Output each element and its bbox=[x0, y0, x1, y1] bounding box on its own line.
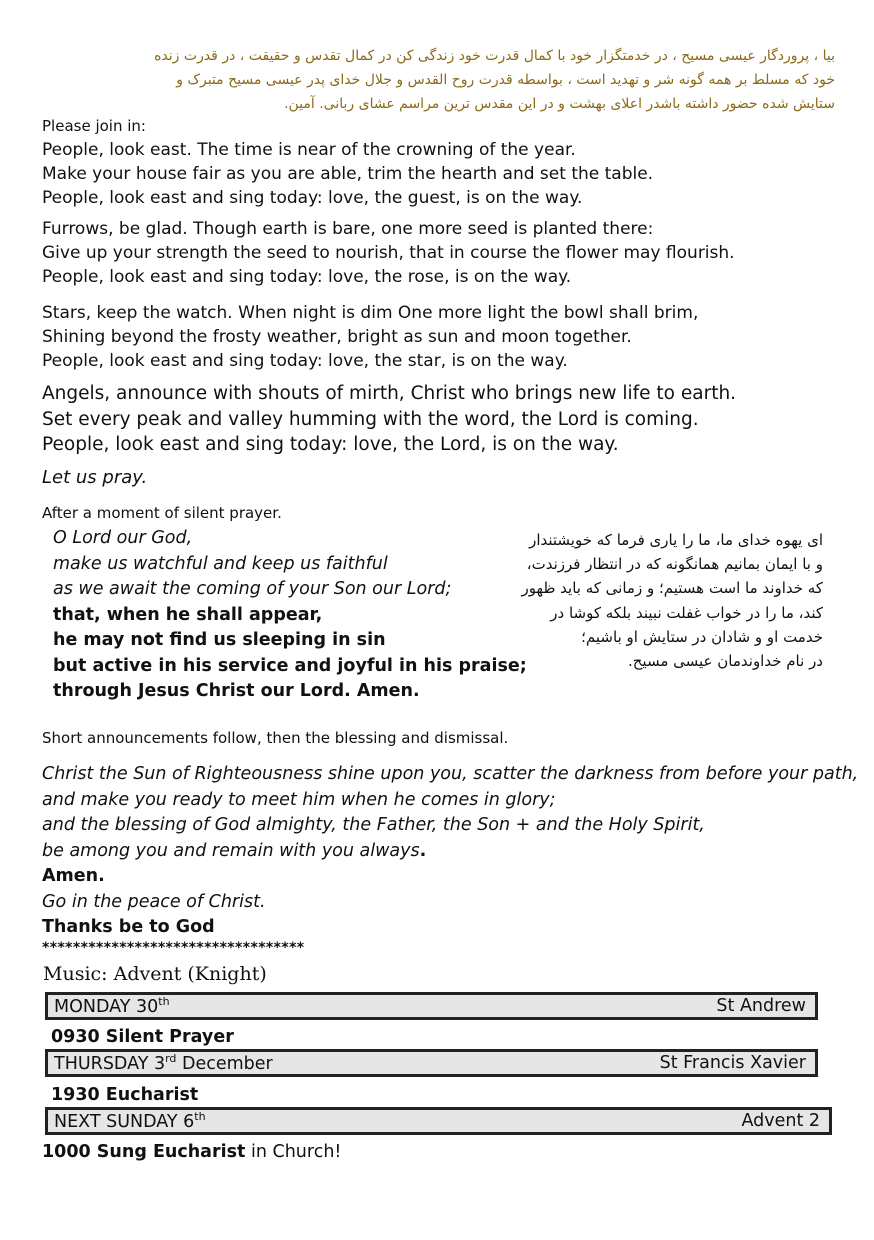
music-credit: Music: Advent (Knight) bbox=[43, 963, 267, 985]
hymn-line: Make your house fair as you are able, trim the hearth and set the table. bbox=[42, 164, 654, 184]
dismissal-response: Thanks be to God bbox=[42, 917, 215, 937]
hymn-verse-2 bbox=[42, 217, 735, 289]
farsi-opening-prayer bbox=[40, 44, 835, 116]
feast-label: St Francis Xavier bbox=[659, 1053, 806, 1073]
day-label: NEXT SUNDAY 6th bbox=[54, 1110, 206, 1132]
blessing-line-last bbox=[42, 839, 858, 865]
feast-label: St Andrew bbox=[716, 996, 806, 1016]
hymn-line: People, look east and sing today: love, the guest, is on the way. bbox=[42, 188, 583, 208]
please-join-label: Please join in: bbox=[42, 117, 146, 135]
blessing-period: . bbox=[419, 840, 427, 861]
collect-line: he may not find us sleeping in sin bbox=[53, 630, 386, 650]
event-sunday: 1000 Sung Eucharist in Church! bbox=[42, 1142, 342, 1162]
hymn-line: Stars, keep the watch. When night is dim One more light the bowl shall brim, bbox=[42, 303, 699, 323]
let-us-pray: Let us pray. bbox=[42, 467, 148, 488]
blessing-line: Christ the Sun of Righteousness shine upon you, scatter the darkness from before your path, bbox=[42, 764, 859, 784]
schedule-row-monday bbox=[45, 992, 818, 1020]
collect-farsi-line: کند، ما را در خواب غفلت نبیند بلکه کوشا در bbox=[550, 603, 823, 622]
hymn-line: Set every peak and valley humming with the word, the Lord is coming. bbox=[42, 408, 699, 430]
collect-farsi-line: و با ایمان بمانیم همانگونه که در انتظار فرزندت، bbox=[526, 555, 823, 574]
hymn-line: Give up your strength the seed to nourish, that in course the flower may flourish. bbox=[42, 243, 735, 263]
blessing-line: and the blessing of God almighty, the Father, the Son + and the Holy Spirit, bbox=[42, 815, 705, 835]
collect-line: as we await the coming of your Son our Lord; bbox=[53, 579, 452, 599]
farsi-line: ستایش شده حضور داشته باشدر اعلای بهشت و در این مقدس ترین مراسم عشای ربانی. آمین. bbox=[284, 96, 835, 112]
schedule-row-thursday bbox=[45, 1049, 818, 1077]
collect-line: through Jesus Christ our Lord. Amen. bbox=[53, 681, 420, 701]
feast-label: Advent 2 bbox=[741, 1111, 820, 1131]
day-label: MONDAY 30th bbox=[54, 995, 170, 1017]
blessing bbox=[42, 762, 858, 941]
hymn-verse-3 bbox=[42, 301, 698, 373]
hymn-line: Furrows, be glad. Though earth is bare, one more seed is planted there: bbox=[42, 219, 654, 239]
collect-farsi-line: خدمت او و شادان در ستایش او باشیم؛ bbox=[581, 627, 823, 646]
farsi-line: بیا ، پروردگار عیسی مسیح ، در خدمتگزار خود با کمال قدرت خود زندگی کن در کمال تقدس و حقیقت ، در قدرت زنده bbox=[154, 48, 835, 64]
collect-line: make us watchful and keep us faithful bbox=[53, 553, 388, 574]
collect-line: but active in his service and joyful in his praise; bbox=[53, 655, 527, 676]
silent-prayer-note: After a moment of silent prayer. bbox=[42, 504, 282, 522]
hymn-verse-1 bbox=[42, 138, 653, 210]
collect-line: that, when he shall appear, bbox=[53, 604, 323, 625]
collect-farsi-line: که خداوند ما است هستیم؛ و زمانی که باید ظهور bbox=[521, 579, 823, 598]
hymn-line: People, look east and sing today: love, the star, is on the way. bbox=[42, 351, 568, 371]
dismissal: Go in the peace of Christ. bbox=[42, 891, 266, 912]
hymn-line: People, look east and sing today: love, the Lord, is on the way. bbox=[42, 434, 619, 455]
separator: ********************************** bbox=[42, 940, 305, 956]
collect-farsi-line: ای یهوه خدای ما، ما را یاری فرما که خویشتندار bbox=[529, 531, 823, 549]
collect-farsi-line: در نام خداوندمان عیسی مسیح. bbox=[627, 652, 823, 671]
event-thursday: 1930 Eucharist bbox=[51, 1085, 199, 1105]
event-monday: 0930 Silent Prayer bbox=[51, 1027, 234, 1047]
schedule-row-sunday bbox=[45, 1107, 832, 1135]
blessing-line: be among you and remain with you always bbox=[42, 840, 420, 861]
day-label: THURSDAY 3rd December bbox=[54, 1052, 273, 1074]
announcements-note: Short announcements follow, then the blessing and dismissal. bbox=[42, 729, 509, 747]
amen-response: Amen. bbox=[42, 866, 105, 886]
collect-farsi bbox=[480, 528, 823, 673]
collect-line: O Lord our God, bbox=[53, 528, 193, 548]
hymn-line: People, look east. The time is near of the crowning of the year. bbox=[42, 140, 576, 160]
hymn-line: People, look east and sing today: love, the rose, is on the way. bbox=[42, 267, 572, 287]
hymn-line: Shining beyond the frosty weather, bright as sun and moon together. bbox=[42, 327, 632, 347]
hymn-line: Angels, announce with shouts of mirth, Christ who brings new life to earth. bbox=[42, 383, 737, 404]
hymn-verse-4 bbox=[42, 381, 736, 458]
collect-english bbox=[53, 526, 527, 705]
farsi-line: خود که مسلط بر همه گونه شر و تهدید است ، بواسطه قدرت روح القدس و جلال خدای پدر عیسی مسیح متبرک و bbox=[176, 72, 835, 88]
blessing-line: and make you ready to meet him when he comes in glory; bbox=[42, 789, 556, 810]
